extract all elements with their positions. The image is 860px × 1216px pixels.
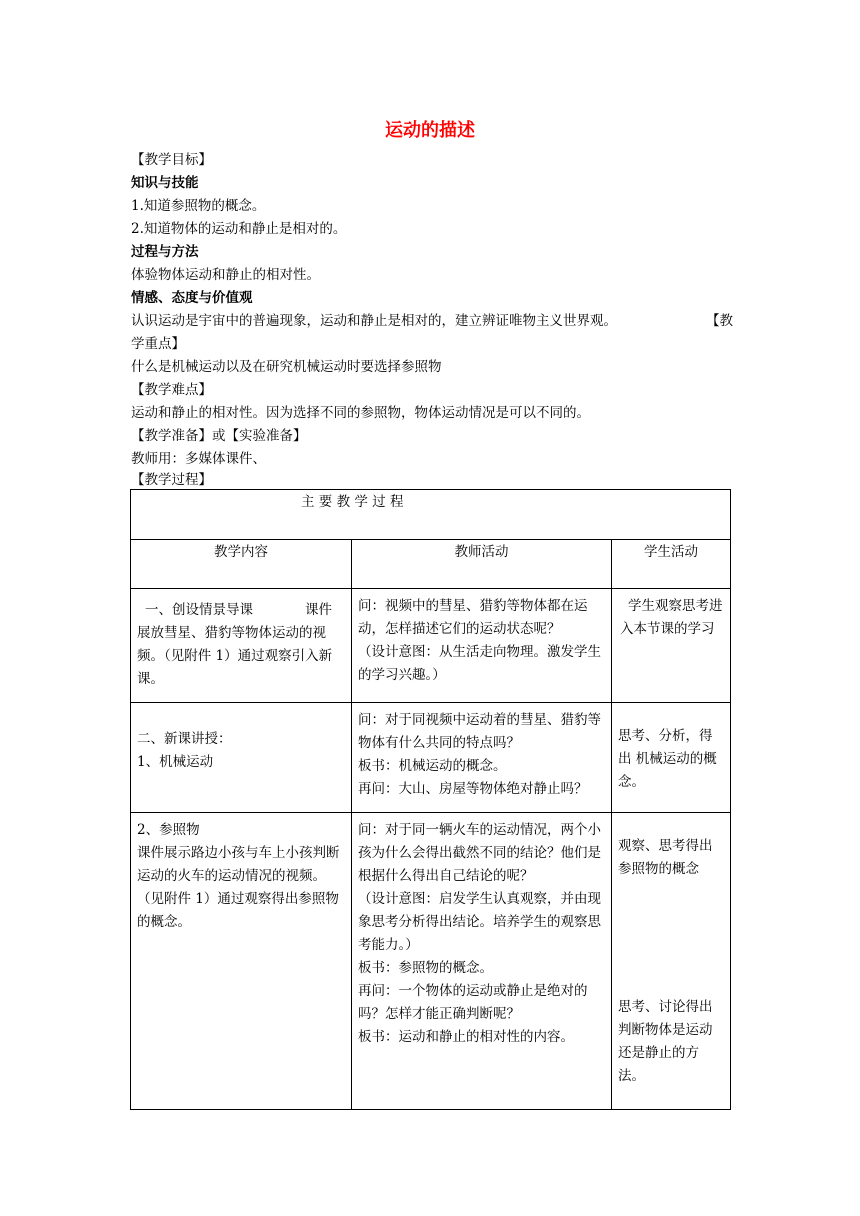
- row2-teacher-c: 再问：大山、房屋等物体绝对静止吗？: [358, 781, 588, 797]
- col-header-cell: [612, 540, 731, 589]
- key-point-text: 什么是机械运动以及在研究机械运动时要选择参照物: [131, 359, 442, 375]
- row2-content-a: 二、新课讲授：: [137, 731, 232, 747]
- table-cell: [352, 703, 612, 813]
- table-cell: [131, 703, 352, 813]
- table-cell: [612, 703, 731, 813]
- key-heading-part2: 学重点】: [131, 336, 185, 352]
- emotion-heading: 情感、态度与价值观: [131, 290, 253, 306]
- row1-content-a: 一、创设情景导课: [145, 602, 253, 618]
- col-header-content: 教学内容: [214, 544, 268, 560]
- row1-teacher-b: （设计意图：从生活走向物理。激发学生的学习兴趣。）: [358, 644, 601, 683]
- knowledge-heading: 知识与技能: [131, 175, 199, 191]
- row3-student-b: 思考、讨论得出判断物体是运动还是静止的方法。: [618, 999, 713, 1084]
- col-header-student: 学生活动: [644, 544, 698, 560]
- table-main-header-cell: [131, 490, 731, 540]
- row2-teacher-b: 板书：机械运动的概念。: [358, 758, 507, 774]
- table-cell: [352, 813, 612, 1110]
- difficulty-heading: 【教学难点】: [131, 382, 212, 398]
- row2-content-b: 1、机械运动: [137, 754, 214, 770]
- emotion-text: 认识运动是宇宙中的普遍现象，运动和静止是相对的，建立辨证唯物主义世界观。: [131, 313, 617, 329]
- knowledge-item-2: 2.知道物体的运动和静止是相对的。: [131, 221, 347, 237]
- row1-content-c: 展放彗星、猎豹等物体运动的视频。（见附件 1）通过观察引入新课。: [137, 625, 333, 687]
- objectives-heading: 【教学目标】: [131, 152, 212, 168]
- table-cell: [352, 589, 612, 703]
- row3-teacher-b: （设计意图：启发学生认真观察，并由现象思考分析得出结论。培养学生的观察思考能力。）: [358, 891, 601, 953]
- col-header-cell: [352, 540, 612, 589]
- table-cell: [131, 589, 352, 703]
- row1-teacher-a: 问：视频中的彗星、猎豹等物体都在运动，怎样描述它们的运动状态呢？: [358, 598, 588, 637]
- row3-teacher-e: 板书：运动和静止的相对性的内容。: [358, 1029, 574, 1045]
- row1-student: 学生观察思考进入本节课的学习: [620, 598, 723, 637]
- row3-student-a: 观察、思考得出参照物的概念: [618, 838, 713, 877]
- row3-content-a: 2、参照物: [137, 822, 200, 838]
- row3-content-b: 课件展示路边小孩与车上小孩判断运动的火车的运动情况的视频。（见附件 1）通过观察得出参照物的概念。: [137, 845, 340, 930]
- process-section-heading: 【教学过程】: [131, 472, 212, 488]
- process-heading: 过程与方法: [131, 244, 199, 260]
- table-main-header: 主 要 教 学 过 程: [301, 494, 404, 510]
- table-cell: [612, 813, 731, 1110]
- table-row: [131, 703, 731, 813]
- table-cell: [131, 813, 352, 1110]
- preparation-text: 教师用：多媒体课件、: [131, 451, 266, 467]
- row2-student: 思考、分析，得出 机械运动的概念。: [618, 728, 717, 790]
- table-cell: [612, 589, 731, 703]
- teaching-process-table: [130, 489, 731, 1110]
- knowledge-item-1: 1.知道参照物的概念。: [131, 198, 266, 214]
- difficulty-text: 运动和静止的相对性。因为选择不同的参照物，物体运动情况是可以不同的。: [131, 405, 590, 421]
- preparation-heading: 【教学准备】或【实验准备】: [131, 428, 307, 444]
- row3-teacher-a: 问：对于同一辆火车的运动情况，两个小孩为什么会得出截然不同的结论？他们是根据什么得出自己结论的呢？: [358, 822, 601, 884]
- page-title: 运动的描述: [385, 120, 475, 141]
- row1-content-b: 课件: [305, 602, 332, 618]
- process-text: 体验物体运动和静止的相对性。: [131, 267, 320, 283]
- table-row: [131, 813, 731, 1110]
- key-heading-part1: 【教: [706, 313, 733, 329]
- col-header-cell: [131, 540, 352, 589]
- col-header-teacher: 教师活动: [454, 544, 509, 560]
- row3-teacher-d: 再问：一个物体的运动或静止是绝对的吗？怎样才能正确判断呢？: [358, 983, 588, 1022]
- row3-teacher-c: 板书：参照物的概念。: [358, 960, 493, 976]
- table-row: [131, 589, 731, 703]
- row2-teacher-a: 问：对于同视频中运动着的彗星、猎豹等物体有什么共同的特点吗？: [358, 712, 601, 751]
